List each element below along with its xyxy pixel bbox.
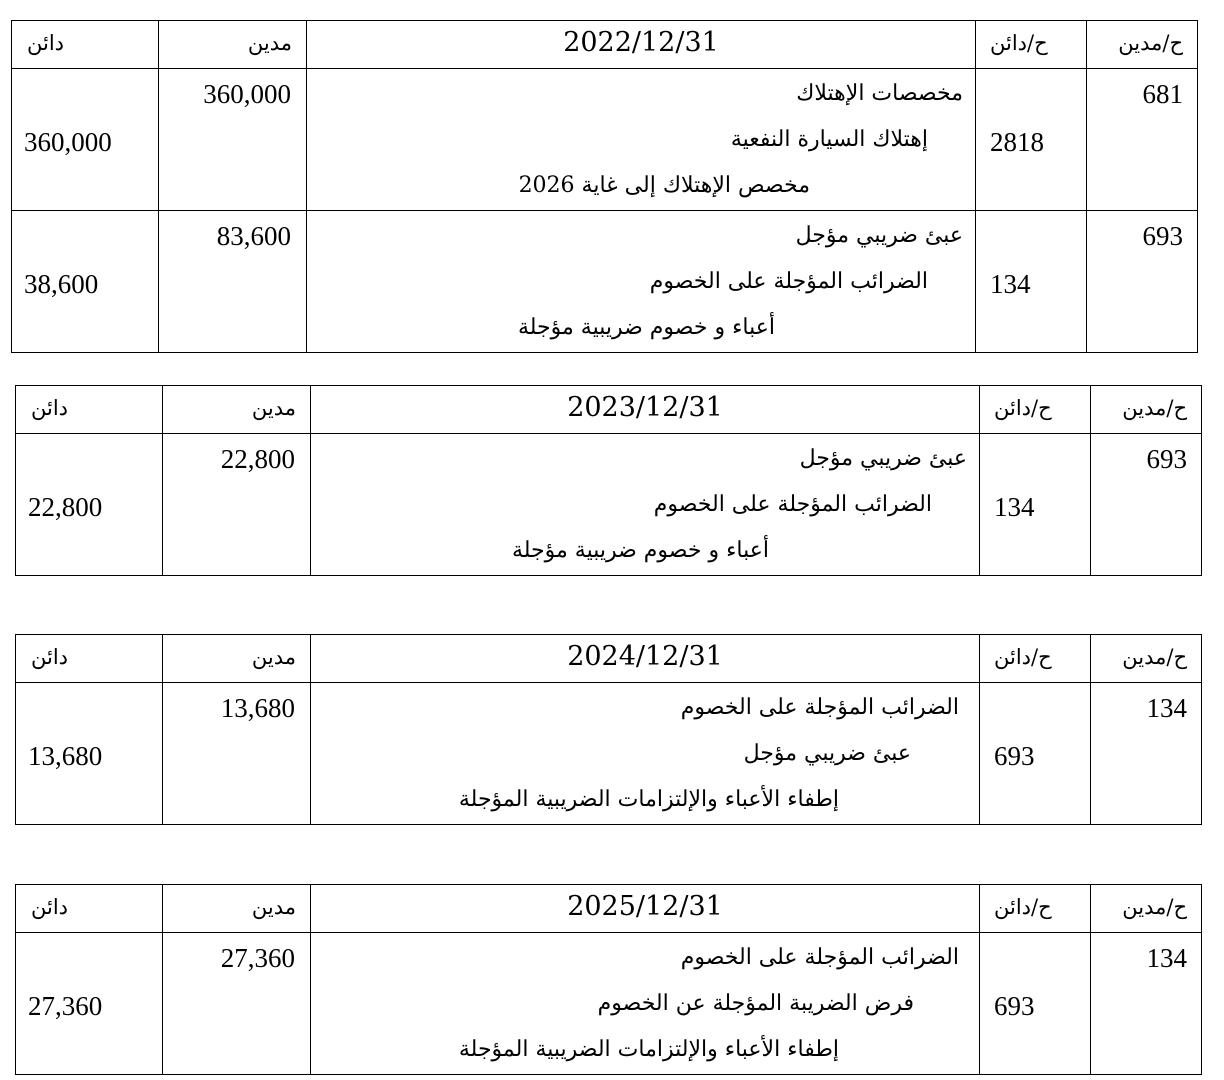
credit-account-number: 693 [994, 991, 1035, 1021]
credit-account-number: 2818 [990, 127, 1044, 157]
debit-account-number: 693 [1142, 221, 1183, 251]
credit-account-number: 693 [994, 741, 1035, 771]
credit-account-header: ح/دائن [990, 31, 1048, 55]
credit-account-header: ح/دائن [994, 645, 1052, 669]
entry-description: أعباء و خصوم ضريبية مؤجلة [517, 315, 775, 340]
table-row [16, 933, 1202, 1075]
debit-amount: 22,800 [220, 444, 295, 474]
debit-amount: 27,360 [220, 943, 295, 973]
debit-account-name: الضرائب المؤجلة على الخصوم [680, 695, 959, 720]
debit-account-number: 681 [1142, 79, 1183, 109]
credit-amount: 360,000 [24, 127, 112, 157]
credit-amount: 27,360 [28, 991, 103, 1021]
entry-date: 2023/12/31 [567, 392, 723, 423]
entry-date: 2024/12/31 [567, 641, 723, 672]
entry-description: إطفاء الأعباء والإلتزامات الضريبية المؤجلة [458, 787, 839, 812]
credit-amount: 22,800 [28, 492, 103, 522]
credit-account-name: فرض الضريبة المؤجلة عن الخصوم [597, 991, 914, 1016]
credit-header: دائن [27, 31, 65, 55]
table-header [16, 635, 1202, 683]
debit-account-name: عبئ ضريبي مؤجل [799, 446, 967, 471]
table-row [12, 211, 1198, 353]
table-row [16, 683, 1202, 825]
debit-header: مدين [247, 31, 292, 55]
credit-account-header: ح/دائن [994, 396, 1052, 420]
credit-account-number: 134 [994, 492, 1035, 522]
entry-date: 2022/12/31 [563, 27, 719, 58]
credit-account-name: عبئ ضريبي مؤجل [743, 741, 911, 766]
table-header [16, 386, 1202, 434]
journal-entry-2022 [11, 20, 1198, 353]
debit-account-number: 693 [1146, 444, 1187, 474]
table-header [16, 885, 1202, 933]
debit-amount: 83,600 [216, 221, 291, 251]
debit-account-header: ح/مدين [1122, 895, 1187, 919]
credit-header: دائن [31, 895, 69, 919]
debit-header: مدين [251, 396, 296, 420]
journal-entry-2024 [15, 634, 1202, 825]
debit-account-name: الضرائب المؤجلة على الخصوم [680, 945, 959, 970]
credit-header: دائن [31, 396, 69, 420]
debit-account-header: ح/مدين [1118, 31, 1183, 55]
table-header [12, 21, 1198, 69]
debit-account-name: مخصصات الإهتلاك [796, 81, 963, 106]
debit-header: مدين [251, 895, 296, 919]
table-row [12, 69, 1198, 211]
credit-account-header: ح/دائن [994, 895, 1052, 919]
debit-amount: 360,000 [203, 79, 291, 109]
entry-description: أعباء و خصوم ضريبية مؤجلة [511, 538, 769, 563]
credit-account-number: 134 [990, 269, 1031, 299]
credit-account-name: إهتلاك السيارة النفعية [730, 127, 928, 152]
credit-header: دائن [31, 645, 69, 669]
entry-description: إطفاء الأعباء والإلتزامات الضريبية المؤجلة [458, 1037, 839, 1062]
debit-account-number: 134 [1146, 943, 1187, 973]
entry-description: مخصص الإهتلاك إلى غاية 2026 [518, 173, 810, 198]
entry-date: 2025/12/31 [567, 891, 723, 922]
debit-amount: 13,680 [220, 693, 295, 723]
debit-account-name: عبئ ضريبي مؤجل [795, 223, 963, 248]
table-row [16, 434, 1202, 576]
credit-account-name: الضرائب المؤجلة على الخصوم [653, 492, 932, 517]
credit-account-name: الضرائب المؤجلة على الخصوم [649, 269, 928, 294]
credit-amount: 13,680 [28, 741, 103, 771]
journal-entry-2023 [15, 385, 1202, 576]
debit-account-number: 134 [1146, 693, 1187, 723]
debit-header: مدين [251, 645, 296, 669]
credit-amount: 38,600 [24, 269, 99, 299]
journal-entry-2025 [15, 884, 1202, 1075]
debit-account-header: ح/مدين [1122, 396, 1187, 420]
debit-account-header: ح/مدين [1122, 645, 1187, 669]
